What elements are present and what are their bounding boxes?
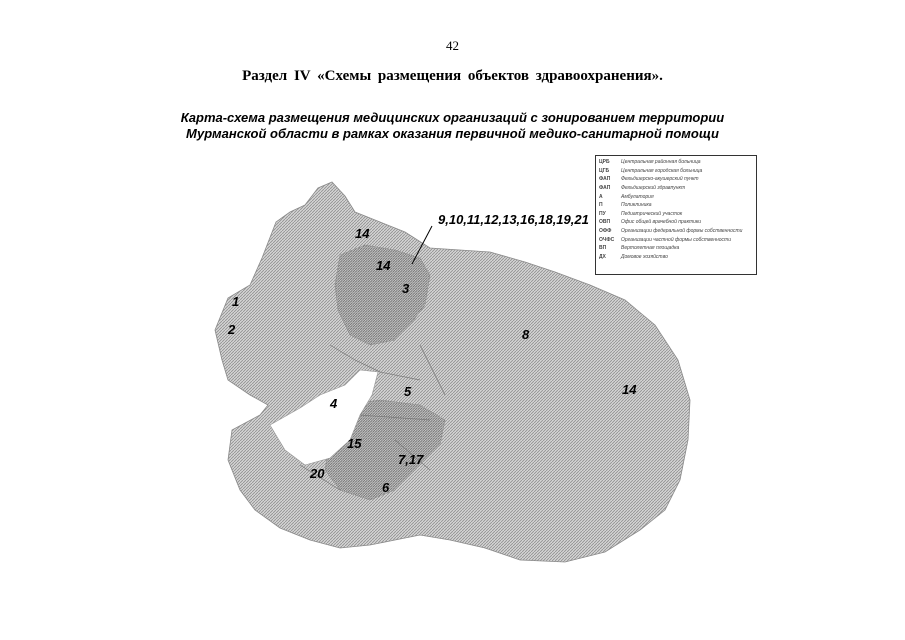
legend-desc: Организации федеральной формы собственности [621, 228, 743, 235]
map-title-line-1: Карта-схема размещения медицинских организаций с зонированием территории [180, 110, 725, 125]
zone-label-1: 1 [232, 294, 240, 309]
zone-label-14-north: 14 [355, 226, 370, 241]
zone-label-5: 5 [404, 384, 412, 399]
legend-desc: Офис общей врачебной практики [621, 219, 702, 226]
legend-desc: Поликлиника [621, 202, 652, 209]
legend-item [599, 184, 753, 193]
zone-label-6: 6 [382, 480, 390, 495]
legend-abbr: П [599, 202, 603, 209]
legend-item [599, 192, 753, 201]
legend-desc: Организации частной формы собственности [621, 236, 731, 243]
legend-abbr: ОЧФС [599, 236, 615, 243]
legend-abbr: ОВП [599, 219, 611, 226]
page-number: 42 [446, 38, 459, 53]
zone-label-2: 2 [228, 322, 236, 337]
legend-desc: Фельдшерско-акушерский пункт [621, 176, 699, 183]
legend-desc: Центральная городская больница [621, 167, 703, 174]
legend-desc: Домовое хозяйство [621, 253, 668, 260]
legend-abbr: ВП [599, 245, 607, 252]
legend-abbr: ОФФ [599, 228, 612, 235]
legend-item [599, 235, 753, 244]
legend-item [599, 253, 753, 262]
legend-abbr: ЦРБ [599, 159, 610, 166]
legend-desc: Вертолетная площадка [621, 245, 680, 252]
zone-label-7-17: 7,17 [398, 452, 424, 467]
map-title-line-2: Мурманской области в рамках оказания первичной медико-санитарной помощи [186, 126, 719, 141]
legend-item [599, 210, 753, 219]
legend-item [599, 201, 753, 210]
legend-abbr: ДХ [599, 253, 606, 260]
zone-label-15: 15 [347, 436, 362, 451]
zone-label-3: 3 [402, 281, 410, 296]
legend-desc: Педиатрический участок [621, 210, 683, 217]
legend-abbr: А [599, 193, 603, 200]
legend-abbr: ПУ [599, 210, 606, 217]
zone-label-8: 8 [522, 327, 530, 342]
zone-label-20: 20 [310, 466, 325, 481]
legend-abbr: ЦГБ [599, 167, 610, 174]
legend-desc: Центральная районная больница [621, 159, 701, 166]
zone-label-9-21: 9,10,11,12,13,16,18,19,21 [438, 212, 589, 227]
legend-item [599, 244, 753, 253]
legend-item [599, 227, 753, 236]
legend-abbr: ФАП [599, 185, 611, 192]
legend-abbr: ФАП [599, 176, 611, 183]
legend-item [599, 158, 753, 167]
zone-label-4: 4 [330, 396, 338, 411]
map-legend [595, 155, 757, 275]
zone-label-14-east: 14 [622, 382, 637, 397]
legend-item [599, 218, 753, 227]
zone-label-14-coast: 14 [376, 258, 391, 273]
section-title: Раздел IV «Схемы размещения объектов здравоохранения». [242, 68, 663, 84]
legend-desc: Фельдшерский здравпункт [621, 185, 686, 192]
legend-item [599, 175, 753, 184]
legend-item [599, 167, 753, 176]
legend-desc: Амбулатория [621, 193, 654, 200]
